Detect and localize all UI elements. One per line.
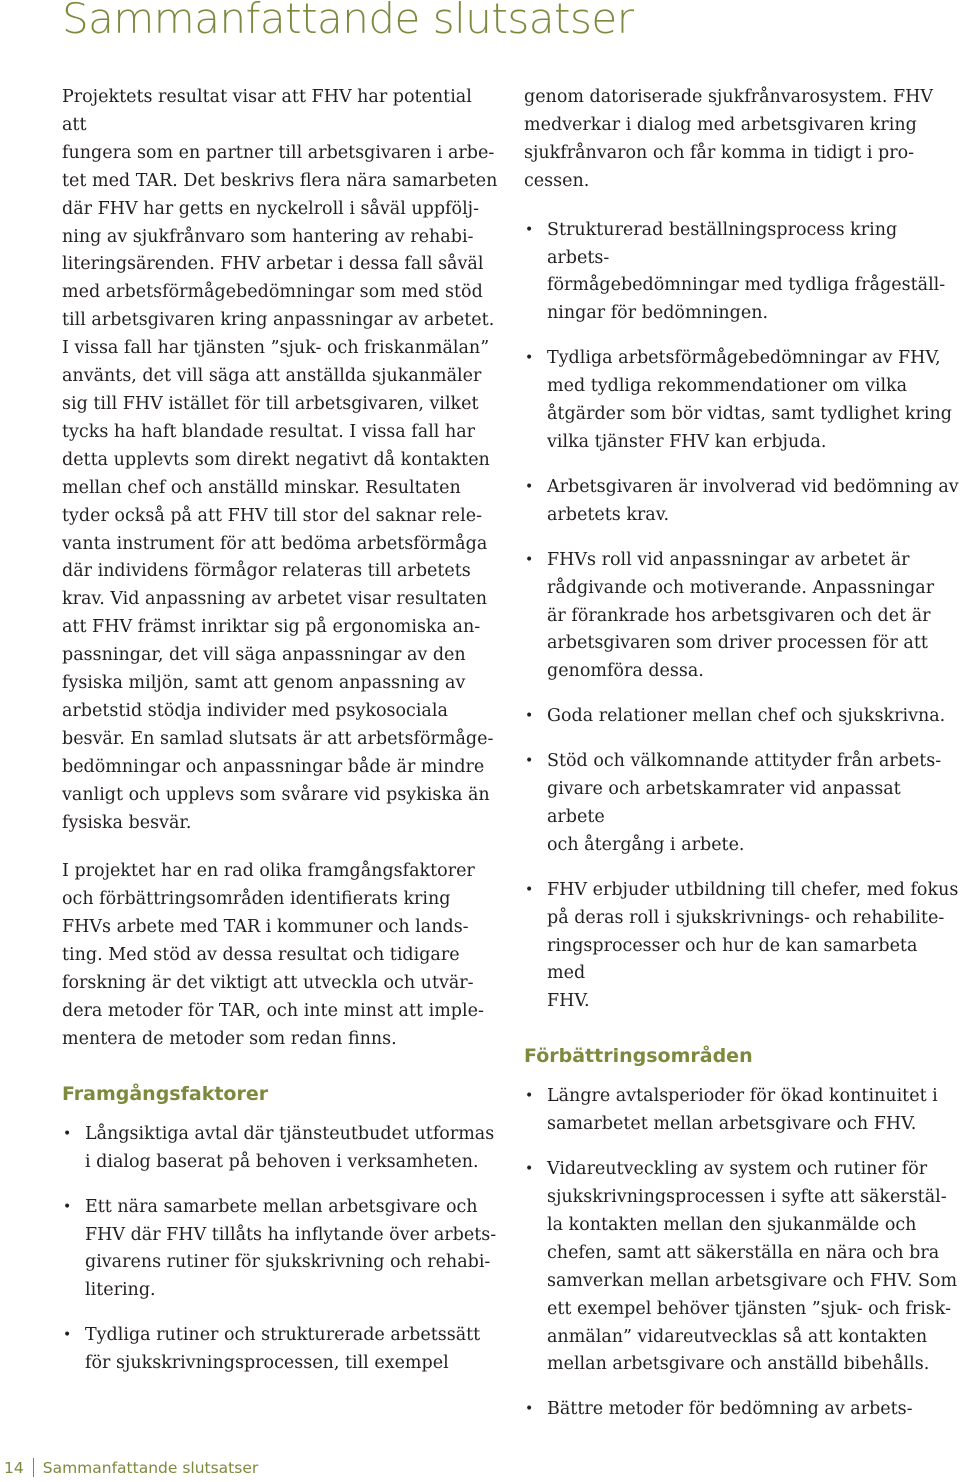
list-item: • Stöd och välkomnande attityder från arbets- givare och arbetskamrater vid anpassat arbete och återgång i arbete. bbox=[524, 748, 960, 860]
left-column bbox=[62, 84, 498, 1395]
section-heading-success-factors: Framgångsfaktorer bbox=[62, 1082, 269, 1105]
list-item: • Tydliga rutiner och strukturerade arbetssätt för sjukskrivningsprocessen, till exempel bbox=[62, 1322, 498, 1378]
list-item: • Strukturerad beställningsprocess kring arbets- förmågebedömningar med tydliga frågeställ- ningar för bedömningen. bbox=[524, 217, 960, 329]
page-footer bbox=[4, 1458, 258, 1477]
list-item: • Vidareutveckling av system och rutiner för sjukskrivningsprocessen i syfte att säkerstäl- la kontakten mellan den sjukanmälde och chefen, samt att säkerställa en nära och bra samverkan mellan arbetsgivare och FHV. Som ett exempel behöver tjänsten ”sjuk- och frisk- anmälan” vidareutvecklas så att kontakten mellan arbetsgivare och anställd bibehålls. bbox=[524, 1156, 960, 1379]
list-item: • FHVs roll vid anpassningar av arbetet är rådgivande och motiverande. Anpassningar är förankrade hos arbetsgivaren och det är arbetsgivaren som driver processen för att genomföra dessa. bbox=[524, 547, 960, 687]
right-column bbox=[524, 84, 960, 1441]
body-paragraph: Projektets resultat visar att FHV har potential att fungera som en partner till arbetsgivaren i arbe- tet med TAR. Det beskrivs flera nära samarbeten där FHV har getts en nyckelroll i såväl uppfölj- ning av sjukfrånvaro som hantering av rehabi- literingsärenden. FHV arbetar i dessa fall såväl med arbetsförmågebedömningar som med stöd till arbetsgivaren kring anpassningar av arbetet. I vissa fall har tjänsten ”sjuk- och friskanmälan” använts, det vill säga att anställda sjukanmäler sig till FHV istället för till arbetsgivaren, vilket tycks ha haft blandade resultat. I vissa fall har detta upplevts som direkt negativt då kontakten mellan chef och anställd minskar. Resultaten tyder också på att FHV till stor del saknar rele- vanta instrument för att bedöma arbetsförmåga där individens förmågor relateras till arbetets krav. Vid anpassning av arbetet visar resultaten att FHV främst inriktar sig på ergonomiska an- passningar, det vill säga anpassningar av den fysiska miljön, samt att genom anpassning av arbetstid stödja individer med psykosociala besvär. En samlad slutsats är att arbetsförmåge- bedömningar och anpassningar både är mindre vanligt och upplevs som svårare vid psykiska än fysiska besvär. bbox=[62, 87, 498, 833]
bullet-list-improvement-areas bbox=[524, 1083, 960, 1424]
list-item: • Längre avtalsperioder för ökad kontinuitet i samarbetet mellan arbetsgivare och FHV. bbox=[524, 1083, 960, 1139]
bullet-list-success-factors-continued bbox=[524, 217, 960, 1017]
list-item: • Långsiktiga avtal där tjänsteutbudet utformas i dialog baserat på behoven i verksamheten. bbox=[62, 1121, 498, 1177]
footer-section-title: Sammanfattande slutsatser bbox=[42, 1459, 259, 1477]
list-item: • Goda relationer mellan chef och sjukskrivna. bbox=[524, 703, 960, 731]
page-number: 14 bbox=[4, 1459, 24, 1477]
page-title: Sammanfattande slutsatser bbox=[62, 0, 634, 43]
body-paragraph-continued: genom datoriserade sjukfrånvarosystem. FHV medverkar i dialog med arbetsgivaren kring sjukfrånvaron och får komma in tidigt i pro- cessen. bbox=[524, 87, 933, 191]
list-item: • Tydliga arbetsförmågebedömningar av FHV, med tydliga rekommendationer om vilka åtgärder som bör vidtas, samt tydlighet kring vilka tjänster FHV kan erbjuda. bbox=[524, 345, 960, 457]
bullet-list-success-factors bbox=[62, 1121, 498, 1378]
list-item: • Ett nära samarbete mellan arbetsgivare och FHV där FHV tillåts ha inflytande över arbets- givarens rutiner för sjukskrivning och rehabi- litering. bbox=[62, 1194, 498, 1306]
list-item: • Arbetsgivaren är involverad vid bedömning av arbetets krav. bbox=[524, 474, 960, 530]
list-item: • FHV erbjuder utbildning till chefer, med fokus på deras roll i sjukskrivnings- och rehabilite- ringsprocesser och hur de kan samarbeta med FHV. bbox=[524, 877, 960, 1017]
footer-divider bbox=[33, 1458, 34, 1477]
section-heading-improvement-areas: Förbättringsområden bbox=[524, 1045, 753, 1068]
list-item: • Bättre metoder för bedömning av arbets- bbox=[524, 1396, 960, 1424]
body-paragraph: I projektet har en rad olika framgångsfaktorer och förbättringsområden identifierats kring FHVs arbete med TAR i kommuner och lands- ting. Med stöd av dessa resultat och tidigare forskning är det viktigt att utveckla och utvär- dera metoder för TAR, och inte minst att imple- mentera de metoder som redan finns. bbox=[62, 861, 484, 1049]
